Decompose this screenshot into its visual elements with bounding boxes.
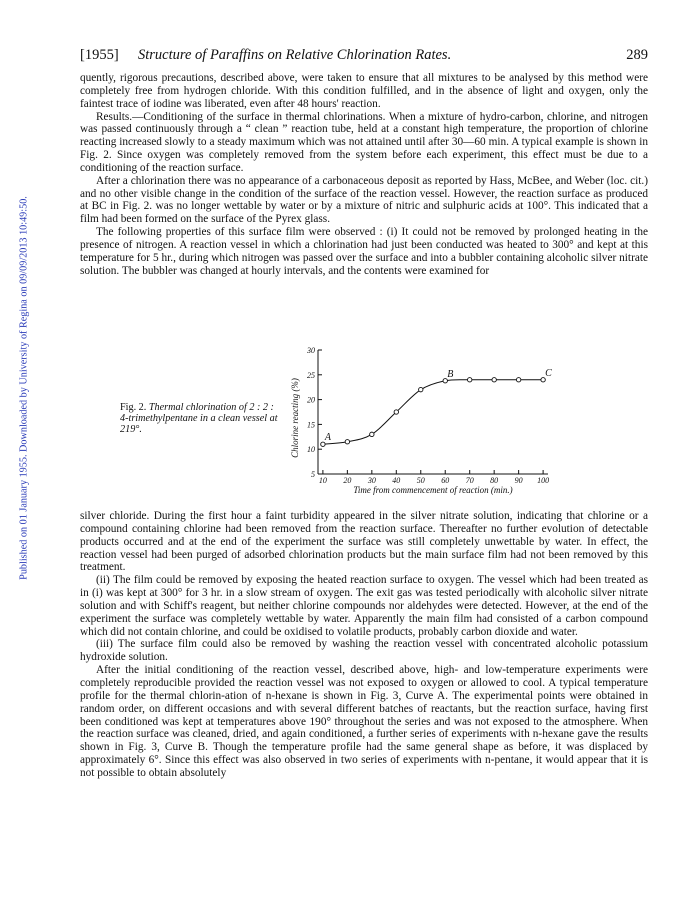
x-tick-label: 70 xyxy=(465,476,474,485)
paragraph: Results.—Conditioning of the surface in thermal chlorinations. When a mixture of hydro-carbon, chlorine, and nitrogen was passed continuously through a “ clean ” reaction tube, held at a constant high temperature, the proportion of chlorine reacting increased slowly to a steady maximum which was not attained until after 30—60 min. A typical example is shown in Fig. 2. Since oxygen was completely removed from the system before each experiment, this effect must be due to a conditioning of the reaction surface. xyxy=(80,110,648,174)
x-tick-label: 30 xyxy=(367,476,376,485)
point-annotation: C xyxy=(545,367,552,379)
paragraph: (iii) The surface film could also be removed by washing the reaction vessel with concentrated alcoholic potassium hydroxide solution. xyxy=(80,638,648,664)
download-notice-sidebar xyxy=(18,110,30,665)
figure-caption-label: Fig. 2. xyxy=(120,402,147,413)
paragraph: silver chloride. During the first hour a faint turbidity appeared in the silver nitrate solution, indicating that chlorine or a compound containing chlorine had been removed from the reaction surface. Thereafter no further evolution of detectable products occurred and at the end of the experiment the surface was still completely unwettable by water. In effect, the reaction vessel had been purged of adsorbed chlorination products but the main surface film had not been removed by this treatment. xyxy=(80,510,648,574)
data-point xyxy=(394,410,398,414)
x-axis-label: Time from commencement of reaction (min.) xyxy=(353,485,513,495)
paragraph: (ii) The film could be removed by exposing the heated reaction surface to oxygen. The vessel which had been treated as in (i) was kept at 300° for 3 hr. in a slow stream of oxygen. The exit gas was tested periodically with alcoholic silver nitrate solution and with Schiff's reagent, but neither chlorine compounds nor aldehydes were detected. However, at the end of the experiment the surface was completely wettable by water. Apparently the main film had consisted of a carbon compound which did not contain chlorine, and could be oxidised to volatile products, probably carbon dioxide and water. xyxy=(80,574,648,638)
data-point xyxy=(516,378,520,382)
paragraph: After a chlorination there was no appearance of a carbonaceous deposit as reported by Hass, McBee, and Weber (loc. cit.) and no other visible change in the condition of the surface of the reaction vessel. However, the reaction surface as produced at BC in Fig. 2. was no longer wettable by water or by a mixture of nitric and sulphuric acids at 100°. This indicated that a film had been formed on the surface of the Pyrex glass. xyxy=(80,174,648,226)
paragraph: After the initial conditioning of the reaction vessel, described above, high- and low-temperature experiments were completely reproducible provided the reaction vessel was not exposed to oxygen or allowed to cool. A typical temperature profile for the thermal chlorin-ation of n-hexane is shown in Fig. 3, Curve A. The experimental points were obtained in random order, on different occasions and with several different batches of reactants, but the reaction surface, having first been conditioned was kept at temperatures above 190° throughout the series and was not exposed to the atmosphere. When the reaction surface was cleaned, dried, and again conditioned, a further series of experiments with n-hexane gave the results shown in Fig. 3, Curve B. Though the temperature profile had the same general shape as before, it was displaced by approximately 6°. Since this effect was also observed in two series of experiments with n-pentane, it would appear that it is not possible to obtain absolutely xyxy=(80,664,648,779)
x-tick-label: 80 xyxy=(490,476,499,485)
download-notice-text: Published on 01 January 1955. Downloaded by University of Regina on 09/09/2013 10:49:50. xyxy=(18,195,30,580)
x-tick-label: 50 xyxy=(416,476,425,485)
x-tick-label: 90 xyxy=(514,476,523,485)
data-point xyxy=(370,432,374,436)
page-header xyxy=(80,47,648,65)
figure-caption-text: Thermal chlorination of 2 : 2 : 4-trimethylpentane in a clean vessel at 219°. xyxy=(120,402,278,435)
x-tick-label: 100 xyxy=(537,476,550,485)
header-title: Structure of Paraffins on Relative Chlorination Rates. xyxy=(138,47,452,63)
point-annotation: B xyxy=(447,368,454,380)
data-point xyxy=(492,378,496,382)
y-tick-label: 20 xyxy=(307,395,315,405)
y-tick-label: 5 xyxy=(311,470,315,479)
y-tick-label: 25 xyxy=(307,370,315,380)
y-tick-label: 30 xyxy=(307,346,315,355)
x-tick-label: 60 xyxy=(441,476,450,485)
page-number: 289 xyxy=(626,47,648,63)
x-tick-label: 40 xyxy=(392,476,401,485)
body-text-bottom xyxy=(80,510,648,780)
body-text-top xyxy=(80,72,648,278)
point-annotation: A xyxy=(324,432,332,444)
figure-2 xyxy=(80,344,648,502)
data-point xyxy=(345,440,349,444)
chlorination-chart xyxy=(80,344,648,502)
x-tick-label: 20 xyxy=(343,476,352,485)
data-point xyxy=(468,378,472,382)
x-tick-label: 10 xyxy=(318,476,327,485)
y-tick-label: 15 xyxy=(307,420,315,430)
paragraph: quently, rigorous precautions, described above, were taken to ensure that all mixtures to be analysed by this method were completely free from hydrogen chloride. With this condition fulfilled, and in the absence of light and oxygen, only the faintest trace of iodine was liberated, even after 48 hours' reaction. xyxy=(80,72,648,110)
y-tick-label: 10 xyxy=(307,445,315,455)
series-line xyxy=(323,380,543,445)
data-point xyxy=(419,387,423,391)
y-axis-label: Chlorine reacting (%) xyxy=(290,378,300,458)
paragraph: The following properties of this surface film were observed : (i) It could not be removed by prolonged heating in the presence of nitrogen. A reaction vessel in which a chlorination had just been conducted was heated to 300° and kept at this temperature for 5 hr., during which nitrogen was passed over the surface and into a bubbler containing alcoholic silver nitrate solution. The bubbler was changed at hourly intervals, and the contents were examined for xyxy=(80,226,648,277)
header-year: [1955] xyxy=(80,47,119,63)
